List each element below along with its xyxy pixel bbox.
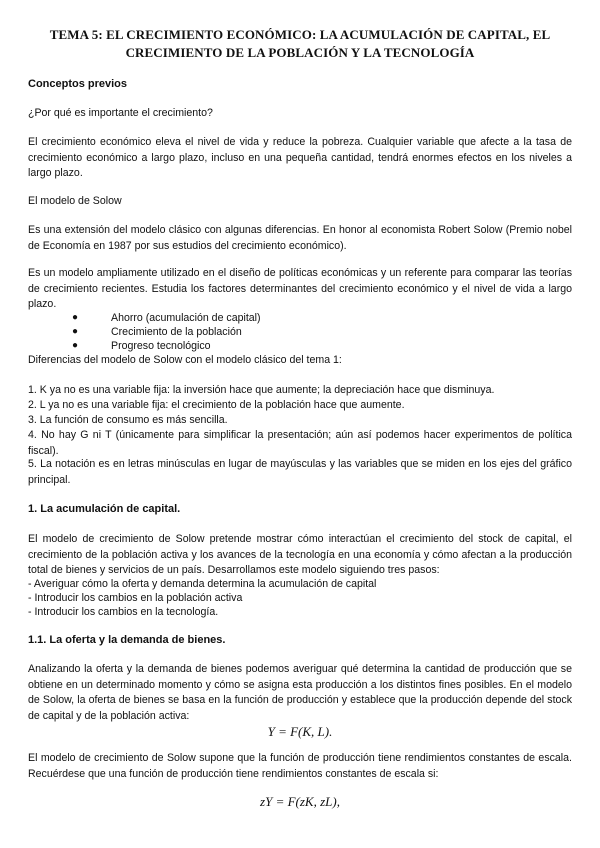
paragraph-crecimiento: El crecimiento económico eleva el nivel de vida y reduce la pobreza. Cualquier variable que afecte a la tasa de crecimiento económico a largo plazo, incluso en una pequeña cantidad, tendrá enormes efectos en los niveles a largo plazo. [28,136,572,179]
heading-modelo-solow: El modelo de Solow [28,195,122,207]
difference-item: 1. K ya no es una variable fija: la inversión hace que aumente; la depreciación hace que disminuya. [28,384,495,396]
step-item: - Introducir los cambios en la población activa [28,592,243,604]
paragraph-solow-1: Es una extensión del modelo clásico con algunas diferencias. En honor al economista Robert Solow (Premio nobel de Economía en 1987 por sus estudios del crecimiento económico). [28,224,572,252]
page-title [30,26,570,62]
difference-item: 4. No hay G ni T (únicamente para simplificar la presentación; aún así podemos hacer experimentos de política fiscal). [28,429,572,457]
difference-item: 2. L ya no es una variable fija: el crecimiento de la población hace que aumente. [28,399,405,411]
equation-production-function: Y = F(K, L). [267,724,333,739]
equation-constant-returns: zY = F(zK, zL), [260,794,340,809]
question-text: ¿Por qué es importante el crecimiento? [28,107,213,119]
title-line-1: TEMA 5: EL CRECIMIENTO ECONÓMICO: LA ACUMULACIÓN DE CAPITAL, EL [49,27,551,42]
bullet-icon: ● [72,340,79,351]
paragraph-rendimientos: El modelo de crecimiento de Solow supone que la función de producción tiene rendimientos constantes de escala. Recuérdese que una función de producción tiene rendimientos constantes de escala si: [28,752,572,780]
step-item: - Introducir los cambios en la tecnología. [28,606,219,618]
paragraph-acumulacion: El modelo de crecimiento de Solow pretende mostrar cómo interactúan el crecimiento del stock de capital, el crecimiento de la población activa y los avances de la tecnología en una economía y cómo afectan a la producción total de bienes y servicios de un país. Desarrollamos este modelo siguiendo tres pasos: [28,533,572,576]
difference-item: 5. La notación es en letras minúsculas en lugar de mayúsculas y las variables que se miden en los ejes del gráfico principal. [28,458,572,486]
differences-intro: Diferencias del modelo de Solow con el modelo clásico del tema 1: [28,354,342,366]
step-item: - Averiguar cómo la oferta y demanda determina la acumulación de capital [28,578,377,590]
heading-oferta-demanda: 1.1. La oferta y la demanda de bienes. [28,634,226,646]
title-line-2: CRECIMIENTO DE LA POBLACIÓN Y LA TECNOLOGÍA [125,45,475,60]
document-page: TEMA 5: EL CRECIMIENTO ECONÓMICO: LA ACUMULACIÓN DE CAPITAL, EL CRECIMIENTO DE LA POBLACIÓN Y LA TECNOLOGÍA Conceptos previos ¿Por qué es importante el crecimiento? El crecimiento económico eleva el nivel de vida y reduce la pobreza. Cualquier variable que afecte a la tasa de crecimiento económico a largo plazo, incluso en una pequeña cantidad, tendrá enormes efectos en los niveles a largo plazo. El modelo de Solow Es una extensión del modelo clásico con algunas diferencias. En honor al economista Robert Solow (Premio nobel de Economía en 1987 por sus estudios del crecimiento económico). Es un modelo ampliamente utilizado en el diseño de políticas económicas y un referente para comparar las teorías de crecimiento recientes. Estudia los factores determinantes del crecimiento económico y el nivel de vida a largo plazo. ● Ahorro (acumulación de capital) ● Crecimiento de la población ● Progreso tecnológico Diferencias del modelo de Solow con el modelo clásico del tema 1: 1. K ya no es una variable fija: la inversión hace que aumente; la depreciación hace que disminuya. 2. L ya no es una variable fija: el crecimiento de la población hace que aumente. 3. La función de consumo es más sencilla. 4. No hay G ni T (únicamente para simplificar la presentación; aún así podemos hacer experimentos de política fiscal). 5. La notación es en letras minúsculas en lugar de mayúsculas y las variables que se miden en los ejes del gráfico principal. 1. La acumulación de capital. El modelo de crecimiento de Solow pretende mostrar cómo interactúan el crecimiento del stock de capital, el crecimiento de la población activa y los avances de la tecnología en una economía y cómo afectan a la producción total de bienes y servicios de un país. Desarrollamos este modelo siguiendo tres pasos: - Averiguar cómo la oferta y demanda determina la acumulación de capital - Introducir los cambios en la población activa - Introducir los cambios en la tecnología. 1.1. La oferta y la demanda de bienes. Analizando la oferta y la demanda de bienes podemos averiguar qué determina la cantidad de producción que se obtiene en un determinado momento y cómo se asigna esta producción a los distintos fines posibles. En el modelo de Solow, la oferta de bienes se basa en la función de producción y establece que la producción depende del stock de capital y de la población activa: Y = F(K, L). El modelo de crecimiento de Solow supone que la función de producción tiene rendimientos constantes de escala. Recuérdese que una función de producción tiene rendimientos constantes de escala si: zY = F(zK, zL), [0,0,600,848]
paragraph-oferta-demanda: Analizando la oferta y la demanda de bienes podemos averiguar qué determina la cantidad de producción que se obtiene en un determinado momento y cómo se asigna esta producción a los distintos fines posibles. En el modelo de Solow, la oferta de bienes se basa en la función de producción y establece que la producción depende del stock de capital y de la población activa: [28,663,572,722]
bullet-icon: ● [72,312,79,323]
heading-conceptos-previos: Conceptos previos [28,78,128,90]
heading-acumulacion-capital: 1. La acumulación de capital. [28,503,181,515]
bullet-icon: ● [72,326,79,337]
difference-item: 3. La función de consumo es más sencilla. [28,414,228,426]
paragraph-solow-2: Es un modelo ampliamente utilizado en el diseño de políticas económicas y un referente para comparar las teorías de crecimiento recientes. Estudia los factores determinantes del crecimiento económico y el nivel de vida a largo plazo. [28,267,572,310]
